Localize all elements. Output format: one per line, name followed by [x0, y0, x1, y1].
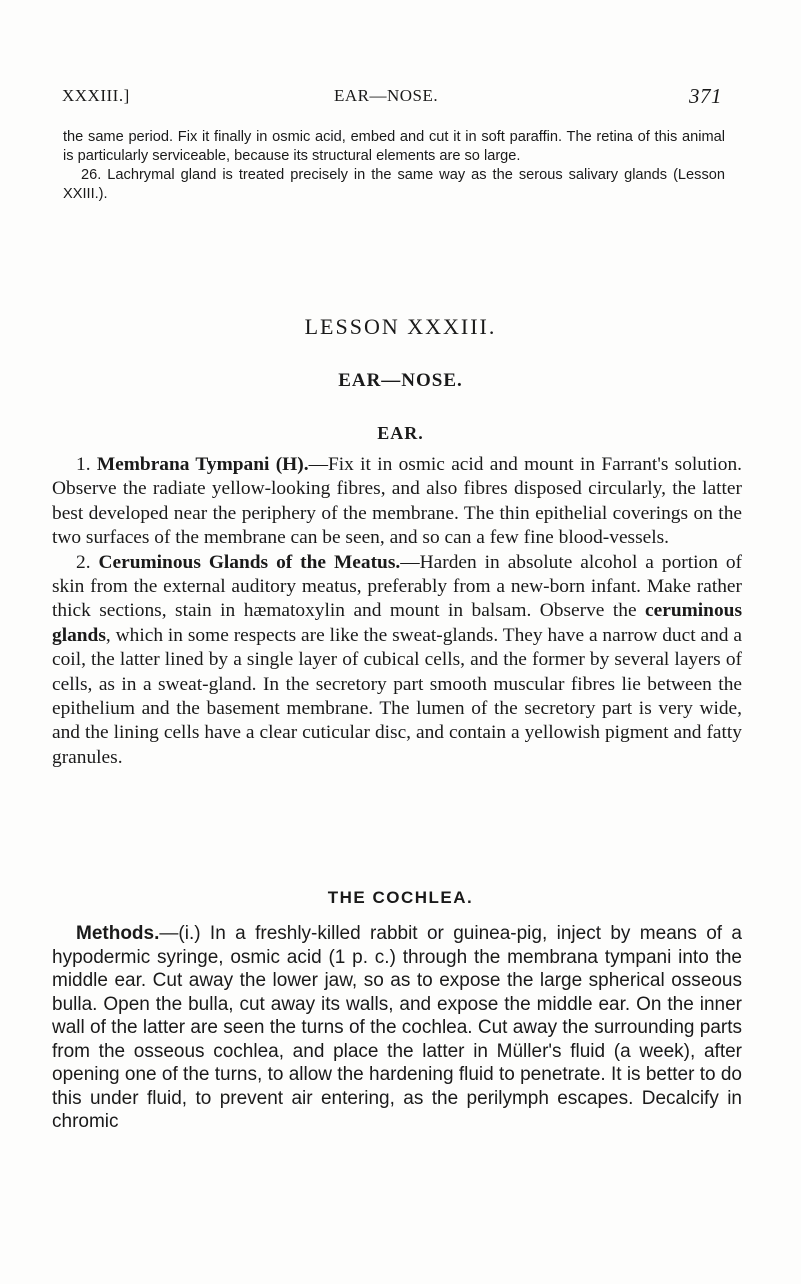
item-heading: Membrana Tympani (H).	[96, 454, 309, 475]
item-number: 1.	[76, 454, 91, 475]
cochlea-section-body	[52, 922, 742, 1134]
methods-heading: Methods.	[76, 923, 160, 944]
lachrymal-paragraph	[63, 166, 725, 204]
previous-lesson-text	[63, 128, 725, 204]
lesson-subtitle: EAR—NOSE.	[338, 370, 463, 391]
running-title: EAR—NOSE.	[334, 86, 439, 105]
section-heading-ear: EAR.	[377, 423, 424, 443]
section-heading-cochlea: THE COCHLEA.	[327, 888, 474, 907]
item-heading: Ceruminous Glands of the Meatus.	[98, 551, 401, 573]
running-head	[62, 84, 722, 112]
item-number: 26.	[81, 167, 102, 183]
lesson-title: LESSON XXXIII.	[304, 314, 497, 339]
item-text: —Harden in absolute alcohol a portion of skin from the external auditory meatus, preferably from a new-born infant. Make rather thick sections, stain in hæmatoxylin and mount in balsam. Observe the	[52, 551, 742, 622]
item-text: —Fix it in osmic acid and mount in Farrant's solution. Observe the radiate yellow-looking fibres, and also fibres disposed circularly, the latter best developed near the periphery of the membrane. The thin epithelial coverings on the two surfaces of the membrane can be seen, and so can a few fine blood-vessels.	[52, 454, 742, 549]
page-number: 371	[689, 84, 722, 108]
item-text-continued: , which in some respects are like the sweat-glands. They have a narrow duct and a coil, the latter lined by a single layer of cubical cells, and the former by several layers of cells, as in a sweat-gland. In the secretory part smooth muscular fibres lie between the epithelium and the basement membrane. The lumen of the secretory part is very wide, and the lining cells have a clear cuticular disc, and contain a yellowish pigment and fatty granules.	[52, 624, 742, 768]
item-membrana-tympani	[52, 453, 742, 551]
item-number: 2.	[76, 551, 91, 573]
chapter-marker: XXXIII.]	[62, 86, 130, 105]
item-emphasis: ceruminous glands	[52, 600, 742, 646]
item-text: Lachrymal gland is treated precisely in the same way as the serous salivary glands (Lesson XXIII.).	[63, 167, 725, 202]
methods-paragraph	[52, 922, 742, 1134]
ear-section-body	[52, 453, 742, 770]
methods-text: —(i.) In a freshly-killed rabbit or guinea-pig, inject by means of a hypodermic syringe, osmic acid (1 p. c.) through the membrana tympani into the middle ear. Cut away the lower jaw, so as to expose the large spherical osseous bulla. Open the bulla, cut away its walls, and expose the middle ear. On the inner wall of the latter are seen the turns of the cochlea. Cut away the surrounding parts from the osseous cochlea, and place the latter in Müller's fluid (a week), after opening one of the turns, to allow the hardening fluid to penetrate. It is better to do this under fluid, to prevent air entering, as the perilymph escapes. Decalcify in chromic	[52, 923, 742, 1132]
continued-paragraph: the same period. Fix it finally in osmic acid, embed and cut it in soft paraffin. The retina of this animal is particularly serviceable, because its structural elements are so large.	[63, 129, 725, 164]
item-ceruminous-glands	[52, 551, 742, 771]
